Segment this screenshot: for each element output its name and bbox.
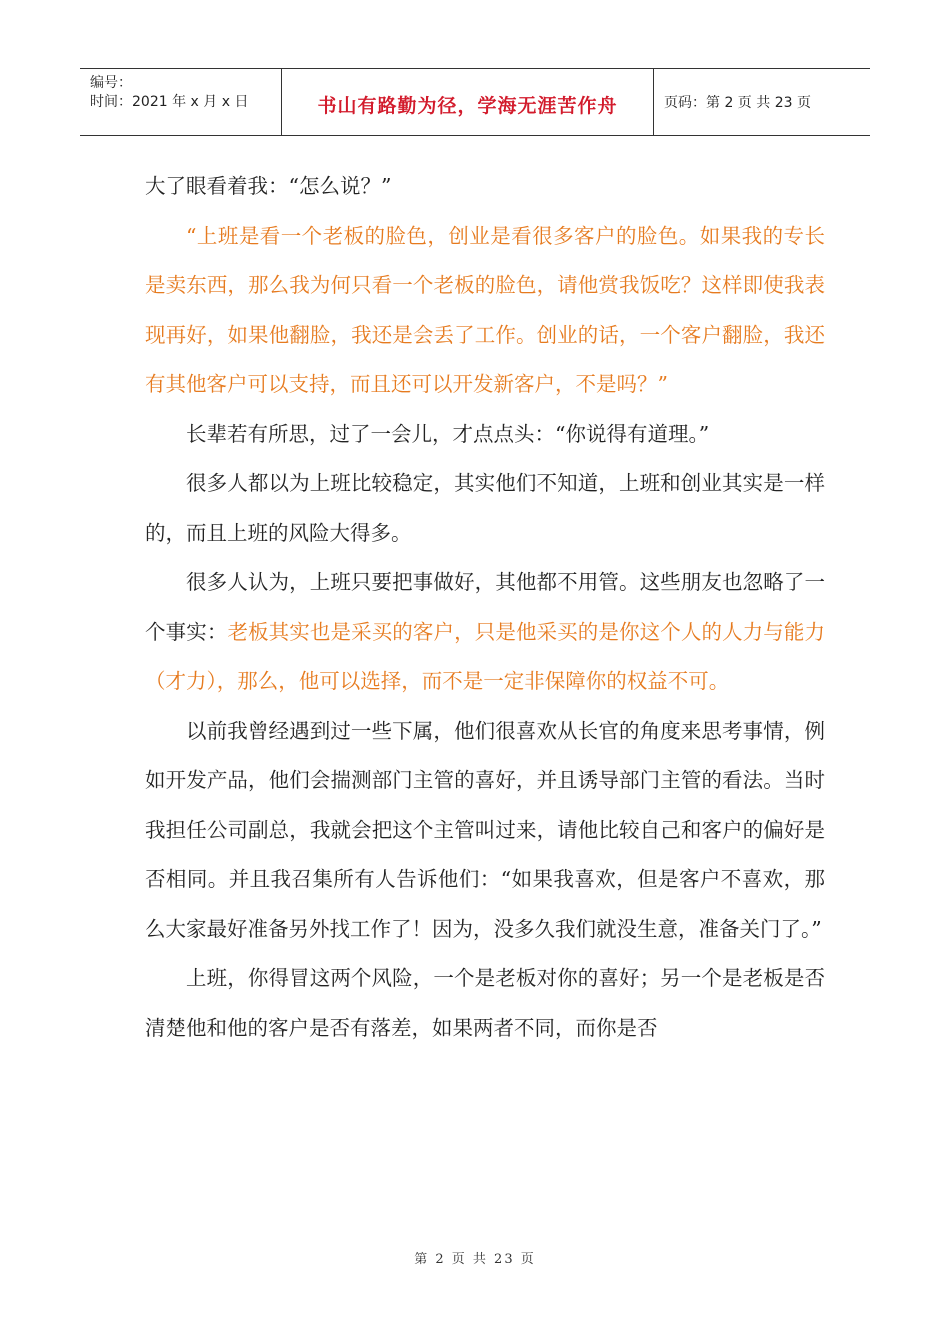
page-info: 页码：第 2 页 共 23 页 <box>664 95 811 111</box>
paragraph-5 <box>145 558 825 707</box>
header-motto-cell <box>282 69 654 135</box>
document-header <box>80 68 870 136</box>
paragraph-5-plain: 很多人认为，上班只要把事做好，其他都不用管。这些朋友也忽略了一个事实： <box>145 570 825 644</box>
time-label: 时间：2021 年 x 月 x 日 <box>90 94 249 110</box>
header-meta-cell <box>80 69 282 135</box>
paragraph-1: 大了眼看着我：“怎么说？” <box>145 174 392 198</box>
motto-text: 书山有路勤为径，学海无涯苦作舟 <box>317 94 618 117</box>
page-footer: 第 2 页 共 23 页 <box>414 1252 536 1267</box>
paragraph-3: 长辈若有所思，过了一会儿，才点点头：“你说得有道理。” <box>186 421 710 446</box>
number-label: 编号： <box>90 75 132 91</box>
document-body <box>145 162 825 1053</box>
header-page-cell <box>654 69 870 135</box>
paragraph-5-highlight: 老板其实也是采买的客户，只是他采买的是你这个人的人力与能力（才力），那么，他可以选择，而不是一定非保障你的权益不可。 <box>145 619 825 693</box>
paragraph-4: 很多人都以为上班比较稳定，其实他们不知道，上班和创业其实是一样的，而且上班的风险大得多。 <box>145 471 825 545</box>
paragraph-6: 以前我曾经遇到过一些下属，他们很喜欢从长官的角度来思考事情，例如开发产品，他们会揣测部门主管的喜好，并且诱导部门主管的看法。当时我担任公司副总，我就会把这个主管叫过来，请他比较自己和客户的偏好是否相同。并且我召集所有人告诉他们：“如果我喜欢，但是客户不喜欢，那么大家最好准备另外找工作了！因为，没多久我们就没生意，准备关门了。” <box>145 718 825 941</box>
paragraph-7: 上班，你得冒这两个风险，一个是老板对你的喜好；另一个是老板是否清楚他和他的客户是否有落差，如果两者不同，而你是否 <box>145 966 825 1040</box>
paragraph-2-quote: “上班是看一个老板的脸色，创业是看很多客户的脸色。如果我的专长是卖东西，那么我为何只看一个老板的脸色，请他赏我饭吃？这样即使我表现再好，如果他翻脸，我还是会丢了工作。创业的话，一个客户翻脸，我还有其他客户可以支持，而且还可以开发新客户，不是吗？” <box>145 223 825 396</box>
